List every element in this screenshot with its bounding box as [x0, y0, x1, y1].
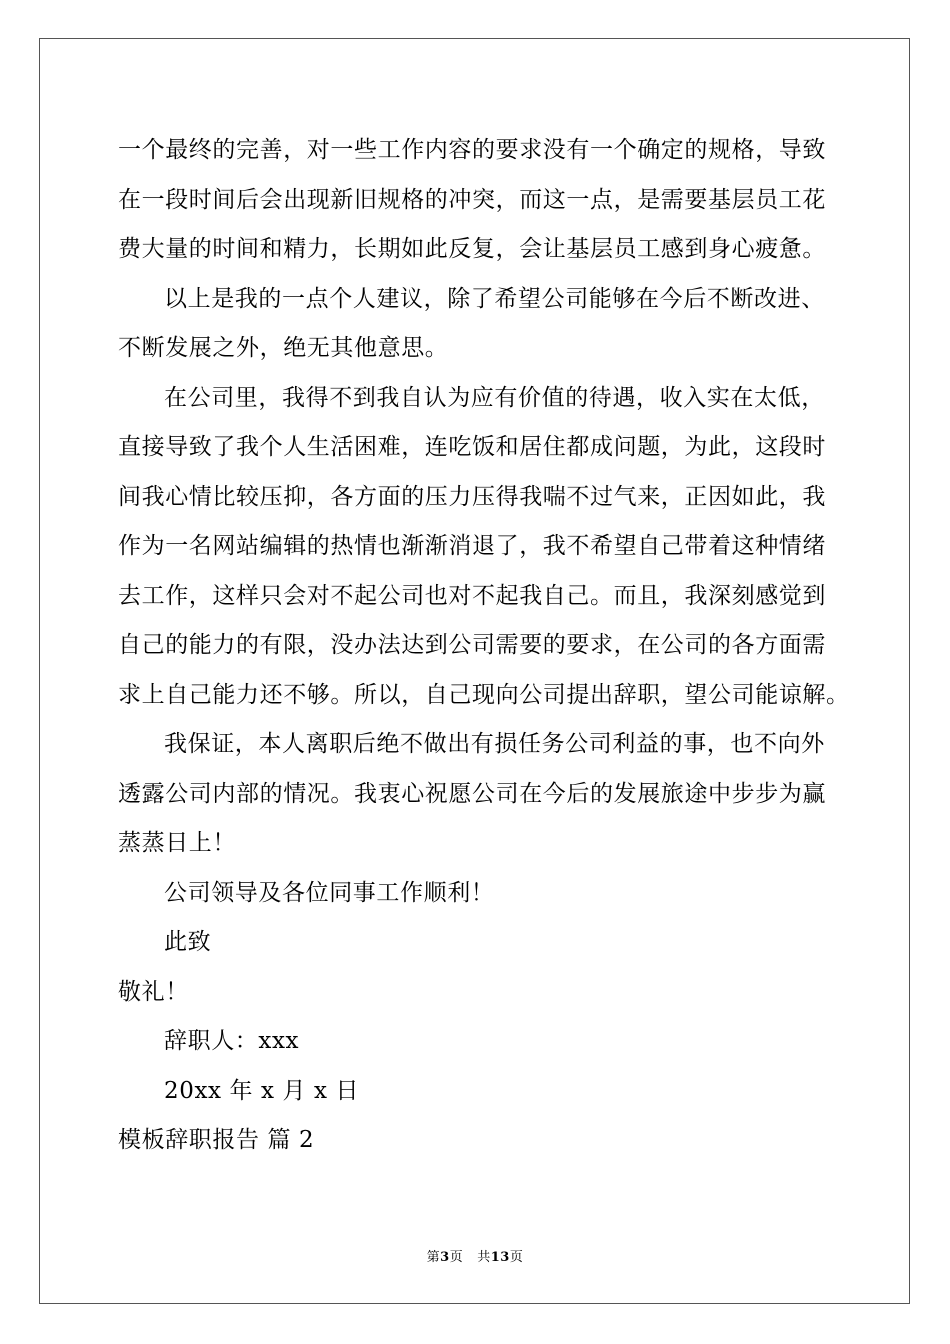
text-line: 自己的能力的有限，没办法达到公司需要的要求，在公司的各方面需 [118, 632, 826, 658]
total-pages: 13 [490, 1250, 510, 1265]
text-line: 求上自己能力还不够。所以，自己现向公司提出辞职，望公司能谅解。 [118, 681, 850, 708]
closing-salutation: 此致 [164, 929, 212, 955]
text-line: 不断发展之外，绝无其他意思。 [118, 335, 449, 361]
text-line: 一个最终的完善，对一些工作内容的要求没有一个确定的规格，导致 [118, 137, 826, 163]
document-body [118, 129, 858, 1169]
text-line: 透露公司内部的情况。我衷心祝愿公司在今后的发展旅途中步步为赢 [118, 780, 826, 807]
signature-line: 辞职人：xxx [164, 1028, 300, 1054]
text-line: 直接导致了我个人生活困难，连吃饭和居住都成问题，为此，这段时 [118, 434, 826, 460]
text-line: 去工作，这样只会对不起公司也对不起我自己。而且，我深刻感觉到 [118, 582, 826, 609]
text-line: 费大量的时间和精力，长期如此反复，会让基层员工感到身心疲惫。 [118, 236, 826, 262]
section-heading: 模板辞职报告 篇 2 [118, 1127, 315, 1153]
page-number: 3 [440, 1250, 450, 1265]
total-prefix: 共 [477, 1250, 491, 1265]
text-line: 蒸蒸日上！ [118, 830, 236, 856]
text-line: 公司领导及各位同事工作顺利！ [164, 879, 495, 906]
closing-regards: 敬礼！ [118, 978, 189, 1005]
page-prefix: 第 [426, 1250, 441, 1265]
text-line: 以上是我的一点个人建议，除了希望公司能够在今后不断改进、 [164, 285, 825, 312]
text-line: 我保证，本人离职后绝不做出有损任务公司利益的事，也不向外 [164, 731, 825, 757]
page-footer [0, 1246, 950, 1265]
page-suffix: 页 [449, 1250, 464, 1265]
text-line: 间我心情比较压抑，各方面的压力压得我喘不过气来，正因如此，我 [118, 483, 826, 510]
text-line: 在公司里，我得不到我自认为应有价值的待遇，收入实在太低， [164, 384, 825, 411]
date-line: 20xx 年 x 月 x 日 [164, 1077, 360, 1104]
text-line: 作为一名网站编辑的热情也渐渐消退了，我不希望自己带着这种情绪 [118, 533, 826, 559]
text-line: 在一段时间后会出现新旧规格的冲突，而这一点，是需要基层员工花 [118, 186, 826, 213]
total-suffix: 页 [509, 1250, 524, 1265]
